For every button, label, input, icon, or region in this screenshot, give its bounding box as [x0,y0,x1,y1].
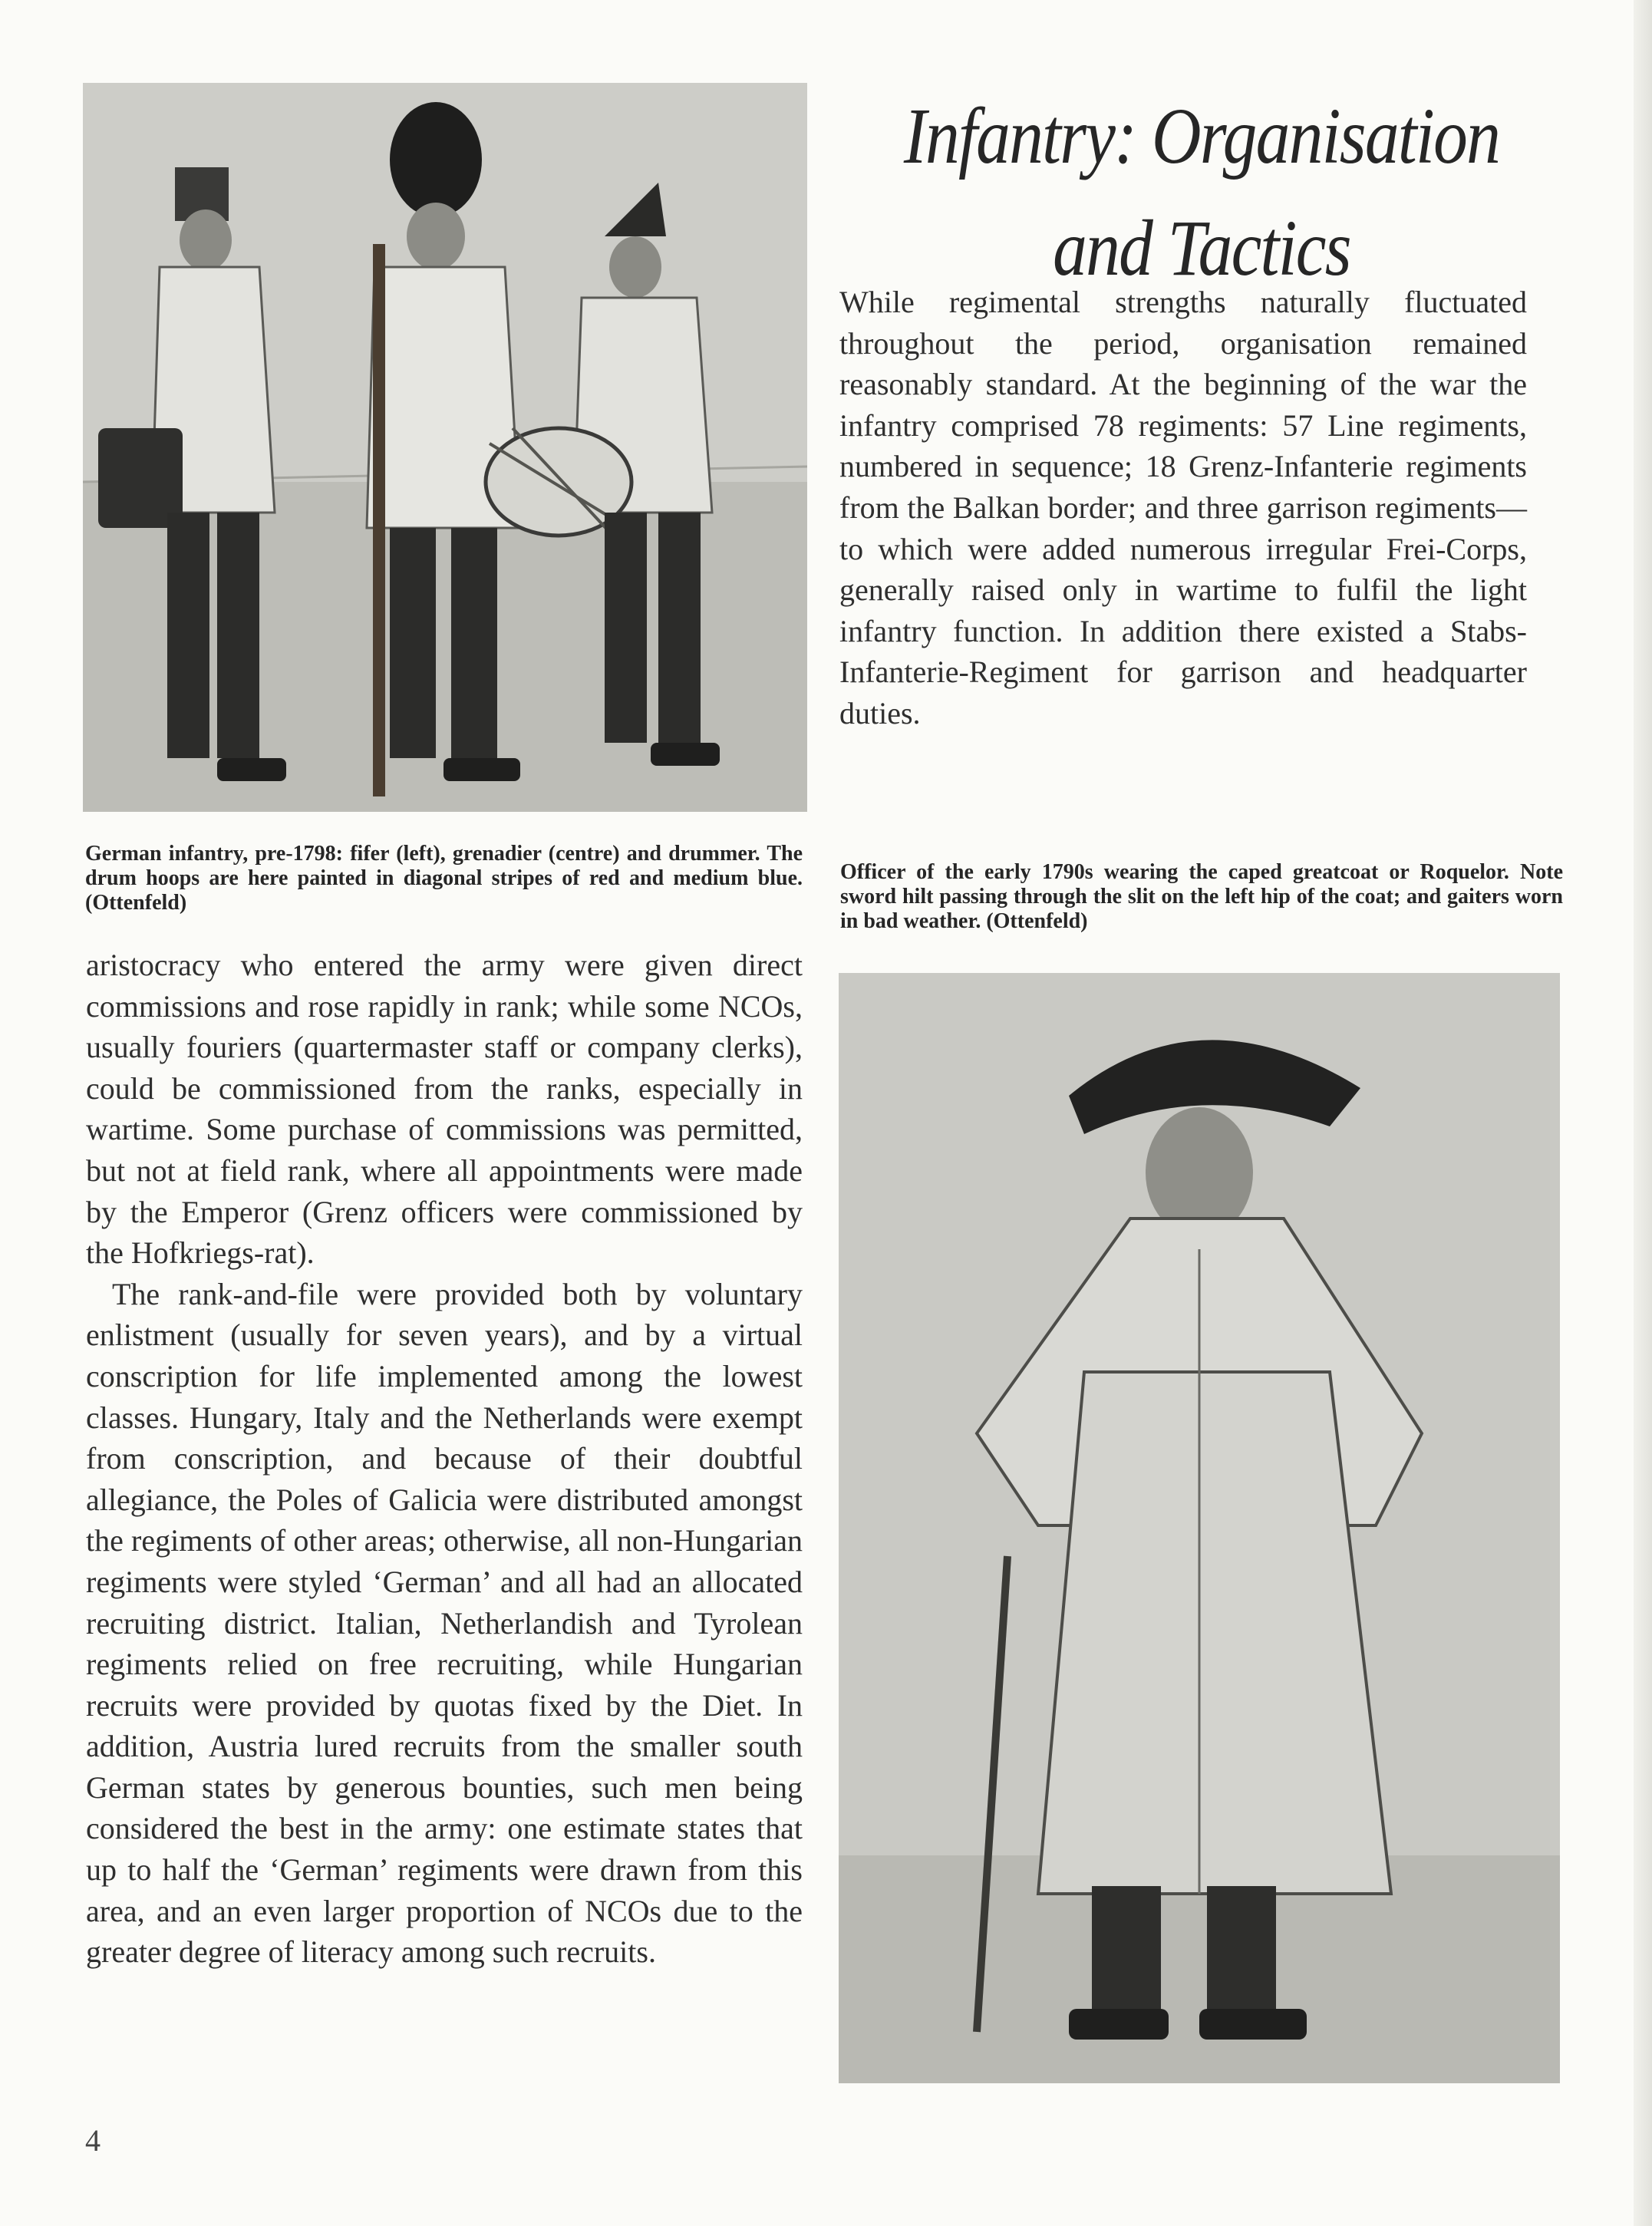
main-paragraph-1: aristocracy who entered the army were given direct commissions and rose rapidly in rank; while some NCOs, usually fouriers (quartermaster staff or company clerks), could be commissioned from the ranks, especially in wartime. Some purchase of commissions was permitted, but not at field rank, where all appointments were made by the Emperor (Grenz officers were commissioned by the Hofkriegs-rat). [86,948,803,1271]
section-title-line-2: and Tactics [1053,204,1350,292]
officer-caption: Officer of the early 1790s wearing the caped greatcoat or Roquelor. Note sword hilt passing through the slit on the left hip of the coat; and gaiters worn in bad weather. (Ottenfeld) [840,860,1563,933]
officer-drawing [839,973,1560,2083]
main-paragraph-2: The rank-and-file were provided both by voluntary enlistment (usually for seven years), and by a virtual conscription for life implemented among the lowest classes. Hungary, Italy and the Netherlands were exempt from conscription, and because of their doubtful allegiance, the Poles of Galicia were distributed amongst the regiments of other areas; otherwise, all non-Hungarian regiments were styled ‘German’ and all had an allocated recruiting district. Italian, Netherlandish and Tyrolean regiments relied on free recruiting, while Hungarian recruits were provided by quotas fixed by the Diet. In addition, Austria lured recruits from the smaller south German states by generous bounties, such men being considered the best in the army: one estimate states that up to half the ‘German’ regiments were drawn from this area, and an even larger proportion of NCOs due to the greater degree of literacy among such recruits. [86,1276,803,1970]
section-title-line-1: Infantry: Organisation [903,92,1500,180]
section-title [890,81,1513,305]
intro-paragraph: While regimental strengths naturally fluctuated throughout the period, organisation remained reasonably standard. At the beginning of the war the infantry comprised 78 regiments: 57 Line regiments, numbered in sequence; 18 Grenz-Infanterie regiments from the Balkan border; and three garrison regiments—to which were added numerous irregular Frei-Corps, generally raised only in wartime to fulfil the light infantry function. In addition there existed a Stabs-Infanterie-Regiment for garrison and headquarter duties. [839,285,1527,730]
infantry-caption: German infantry, pre-1798: fifer (left), grenadier (centre) and drummer. The drum hoops are here painted in diagonal stripes of red and medium blue. (Ottenfeld) [85,842,803,915]
infantry-drawing [83,83,807,812]
intro-paragraph-block [839,282,1527,734]
officer-illustration [839,973,1560,2083]
main-text-column [86,945,803,1973]
infantry-illustration [83,83,807,812]
page-number: 4 [85,2123,101,2158]
page-edge [1634,0,1652,2226]
